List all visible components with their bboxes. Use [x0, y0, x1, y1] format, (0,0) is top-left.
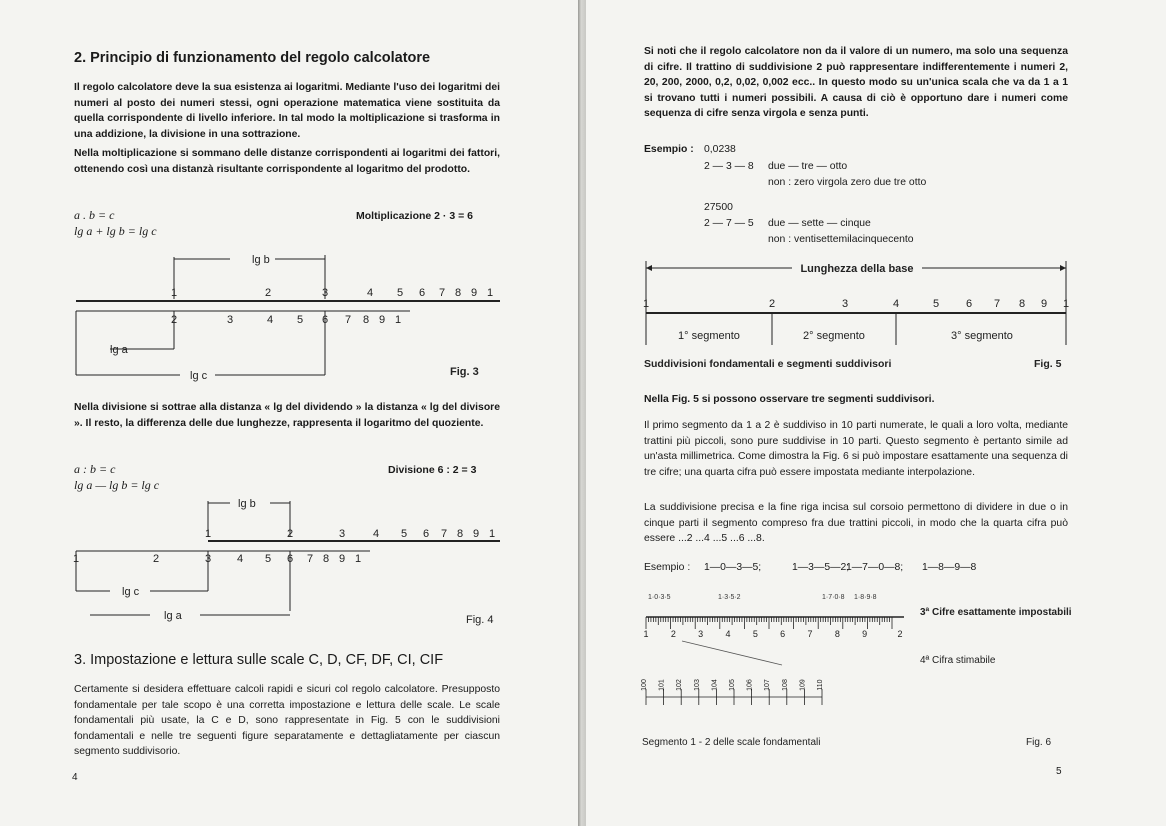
svg-text:8: 8 [454, 287, 462, 299]
fig6-sub-number: 108 [781, 679, 789, 691]
svg-text:5: 5 [400, 528, 408, 540]
fig6-sub-number: 100 [641, 679, 648, 691]
paragraph-scales-intro: Certamente si desidera effettuare calcoli rapidi e sicuri col regolo calcolatore. Presupposto fondamentale per tale scopo è una corretta impostazione e lettura delle scale. Le scale fondamentali più usate, la C e D, sono rappresentate in Fig. 5 con le suddivisioni fondamentali e nelle tre seguenti figure separatamente e dettagliatamente per ciascun segmento suddivisorio. [74, 684, 500, 758]
svg-text:4: 4 [366, 287, 374, 299]
fig3-lgc-label: lg c [190, 370, 208, 382]
svg-text:6: 6 [965, 298, 973, 310]
fig5-base-label: Lunghezza della base [800, 263, 914, 275]
fig6-sub-number: 110 [817, 679, 824, 691]
fig6-top-label-1: 1·0·3·5 [648, 594, 671, 601]
book-gutter [578, 0, 586, 826]
svg-text:1: 1 [170, 287, 178, 299]
fig6-top-label-3: 1·7·0·8 [822, 594, 845, 601]
div-formula-2: lg a — lg b = lg c [74, 478, 160, 492]
svg-text:4: 4 [266, 314, 274, 326]
svg-text:1: 1 [72, 553, 80, 565]
svg-text:7: 7 [993, 298, 1001, 310]
svg-text:2: 2 [264, 287, 272, 299]
svg-text:1: 1 [486, 287, 494, 299]
example-3-item-2: 1—3—5—2; [792, 562, 850, 573]
svg-text:3: 3 [226, 314, 234, 326]
fig6-scale-number: 6 [780, 629, 786, 639]
paragraph-multiplication: Nella moltiplicazione si sommano delle distanze corrispondenti ai logaritmi dei fattori, ottenendo così una distanzà risultante corrispondente al logaritmo del prodotto. [74, 148, 500, 175]
example-1-non: non : zero virgola zero due tre otto [768, 177, 927, 188]
example-2-non: non : ventisettemilacinquecento [768, 234, 914, 245]
fig6-sub-number: 106 [746, 679, 754, 691]
fig6-scale-number: 5 [752, 629, 758, 639]
example-label-1: Esempio : [644, 144, 694, 155]
fig6-caption: Fig. 6 [1026, 737, 1052, 748]
fig5-segment-1: 1° segmento [678, 330, 740, 342]
paragraph-fig5-ref: Nella Fig. 5 si possono osservare tre segmenti suddivisori. [644, 394, 935, 405]
svg-text:6: 6 [418, 287, 426, 299]
example-1-number: 0,0238 [704, 144, 736, 155]
paragraph-digit-sequence: Si noti che il regolo calcolatore non da il valore di un numero, ma solo una sequenza di cifre. Il trattino di suddivisione 2 può rappresentare indifferentemente i numeri 2, 20, 200, 2000, 0,2, 0,02, 0,002 ecc.. In questo modo su un'unica scala che va da 1 a 1 si trovano tutti i numeri possibili. A causa di ciò è opportuno dare i numeri come sequenza di cifre senza virgola e senza punti. [644, 46, 1068, 120]
svg-text:2: 2 [768, 298, 776, 310]
figure-5-diagram [642, 255, 1072, 375]
fig6-sub-number: 105 [729, 679, 736, 691]
svg-text:7: 7 [344, 314, 352, 326]
svg-text:1: 1 [642, 298, 650, 310]
fig3-caption: Fig. 3 [450, 366, 479, 378]
svg-text:8: 8 [456, 528, 464, 540]
svg-text:6: 6 [286, 553, 294, 565]
svg-text:6: 6 [422, 528, 430, 540]
svg-text:1: 1 [204, 528, 212, 540]
fig6-top-label-2: 1·3·5·2 [718, 594, 741, 601]
fig3-lgb-label: lg b [252, 254, 270, 266]
svg-text:4: 4 [892, 298, 900, 310]
svg-text:1: 1 [354, 553, 362, 565]
fig4-caption: Fig. 4 [466, 614, 494, 626]
fig6-top-label-4: 1·8·9·8 [854, 594, 877, 601]
fig6-note-4: 4ª Cifra stimabile [920, 655, 996, 666]
fig6-sub-number: 103 [693, 679, 701, 691]
svg-text:9: 9 [472, 528, 480, 540]
fig6-scale-number: 8 [834, 629, 840, 639]
right-page [586, 0, 1166, 826]
svg-text:9: 9 [470, 287, 478, 299]
svg-text:3: 3 [841, 298, 849, 310]
div-formula-1: a : b = c [74, 462, 116, 476]
svg-text:2: 2 [286, 528, 294, 540]
svg-text:4: 4 [372, 528, 380, 540]
fig6-scale-number: 1 [643, 629, 649, 639]
svg-text:5: 5 [264, 553, 272, 565]
mult-formula-2: lg a + lg b = lg c [74, 224, 157, 238]
svg-text:6: 6 [321, 314, 329, 326]
figure-3-diagram [70, 245, 510, 385]
fig6-sub-number: 102 [676, 679, 684, 691]
figure-6-diagram [642, 585, 1072, 755]
example-2-sequence: 2 — 7 — 5 [704, 218, 754, 229]
svg-text:1: 1 [1062, 298, 1070, 310]
fig6-scale-number: 4 [725, 629, 731, 639]
fig6-caption-left: Segmento 1 - 2 delle scale fondamentali [642, 737, 821, 748]
fig4-lgb-label: lg b [238, 498, 256, 510]
svg-text:8: 8 [1018, 298, 1026, 310]
example-1-words: due — tre — otto [768, 161, 848, 172]
svg-text:9: 9 [338, 553, 346, 565]
fig6-scale-number: 7 [807, 629, 813, 639]
svg-text:5: 5 [396, 287, 404, 299]
svg-text:7: 7 [438, 287, 446, 299]
svg-text:1: 1 [394, 314, 402, 326]
example-3-item-3: 1—7—0—8; [846, 562, 904, 573]
fig6-scale-number: 9 [862, 629, 868, 639]
svg-text:1: 1 [488, 528, 496, 540]
fig6-note-3: 3ª Cifre esattamente impostabili [920, 607, 1072, 618]
section-2-title: 2. Principio di funzionamento del regolo calcolatore [74, 50, 431, 66]
mult-label: Moltiplicazione 2 · 3 = 6 [356, 210, 473, 222]
example-1-sequence: 2 — 3 — 8 [704, 161, 754, 172]
fig6-scale-number: 2 [670, 629, 676, 639]
page-number-right: 5 [1056, 766, 1062, 777]
div-label: Divisione 6 : 2 = 3 [388, 464, 477, 476]
fig6-sub-number: 101 [658, 679, 666, 691]
svg-text:2: 2 [152, 553, 160, 565]
figure-4-diagram [70, 495, 510, 630]
svg-text:3: 3 [321, 287, 329, 299]
fig6-scale-number: 2 [897, 629, 903, 639]
paragraph-first-segment: Il primo segmento da 1 a 2 è suddiviso in 10 parti numerate, le quali a loro volta, mediante trattini più piccoli, sono pure suddivise in 10 parti. Questo segmento è pertanto simile ad un'asta millimetrica. Come dimostra la Fig. 6 si può impostare esattamente una sequenza di tre cifre; una quarta cifra può essere impostata mediante interpolazione. [644, 420, 1068, 478]
paragraph-fine-subdivision: La suddivisione precisa e la fine riga incisa sul corsoio permettono di dividere in due o in cinque parti il segmento compreso fra due trattini piccoli, in modo che la quarta cifra può essere ...2 ...4 ...5 ...6 ...8. [644, 502, 1068, 545]
fig3-lga-label: lg a [110, 344, 128, 356]
fig4-lga-label: lg a [164, 610, 182, 622]
svg-text:8: 8 [322, 553, 330, 565]
svg-text:9: 9 [1040, 298, 1048, 310]
fig6-scale-number: 3 [698, 629, 704, 639]
fig6-sub-number: 104 [711, 679, 719, 691]
example-label-3: Esempio : [644, 562, 691, 573]
svg-text:3: 3 [338, 528, 346, 540]
left-page [0, 0, 578, 826]
fig5-segment-3: 3° segmento [951, 330, 1013, 342]
fig5-caption-left: Suddivisioni fondamentali e segmenti suddivisori [644, 358, 892, 370]
svg-text:2: 2 [170, 314, 178, 326]
svg-text:9: 9 [378, 314, 386, 326]
svg-text:5: 5 [296, 314, 304, 326]
fig6-sub-number: 107 [764, 679, 772, 691]
fig6-sub-number: 109 [799, 679, 807, 691]
example-2-number: 27500 [704, 202, 733, 213]
page-number-left: 4 [72, 772, 78, 783]
svg-text:5: 5 [932, 298, 940, 310]
paragraph-logarithms: Il regolo calcolatore deve la sua esistenza ai logaritmi. Mediante l'uso dei logaritmi dei numeri al posto dei numeri stessi, ogni operazione matematica viene sostituita da quella corrispondente di livello inferiore. In tal modo la moltiplicazione si trasforma in una addizione, la divisione in una sottrazione. [74, 82, 500, 140]
svg-text:3: 3 [204, 553, 212, 565]
svg-text:8: 8 [362, 314, 370, 326]
paragraph-division: Nella divisione si sottrae alla distanza « lg del dividendo » la distanza « lg del divisore ». Il resto, la differenza delle due lunghezze, rappresenta il logaritmo del quoziente. [74, 402, 500, 429]
svg-text:7: 7 [306, 553, 314, 565]
mult-formula-1: a . b = c [74, 208, 115, 222]
example-2-words: due — sette — cinque [768, 218, 871, 229]
fig4-lgc-label: lg c [122, 586, 140, 598]
fig5-segment-2: 2° segmento [803, 330, 865, 342]
svg-text:7: 7 [440, 528, 448, 540]
example-3-item-1: 1—0—3—5; [704, 562, 762, 573]
example-3-item-4: 1—8—9—8 [922, 562, 977, 573]
section-3-title: 3. Impostazione e lettura sulle scale C, D, CF, DF, CI, CIF [74, 652, 444, 668]
svg-text:4: 4 [236, 553, 244, 565]
fig5-caption: Fig. 5 [1034, 358, 1062, 370]
